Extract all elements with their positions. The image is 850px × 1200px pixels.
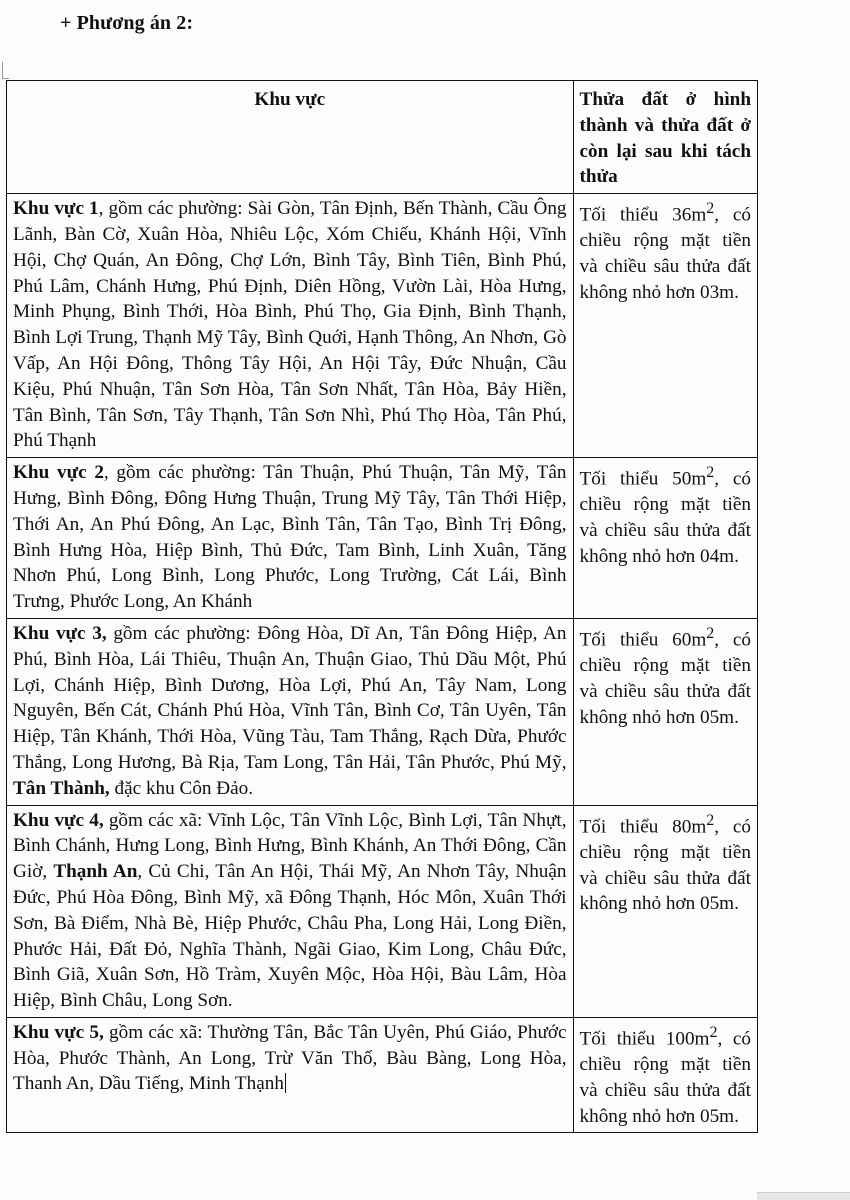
area-label: Khu vực 5, (13, 1021, 104, 1043)
requirement-sup: 2 (706, 464, 715, 482)
requirement-text: , có chiều rộng mặt tiền và chiều sâu thửa đất không nhỏ hơn 03m. (579, 204, 751, 303)
requirement-cell[interactable] (573, 194, 757, 458)
requirement-text: , có chiều rộng mặt tiền và chiều sâu thửa đất không nhỏ hơn 05m. (579, 1028, 751, 1127)
section-heading: + Phương án 2: (60, 12, 194, 34)
requirement-text: , có chiều rộng mặt tiền và chiều sâu thửa đất không nhỏ hơn 05m. (579, 815, 751, 915)
requirement-sup: 2 (706, 200, 715, 218)
requirement-sup: 2 (706, 811, 715, 829)
requirement-min: Tối thiểu 100m (579, 1028, 710, 1050)
requirement-text: , có chiều rộng mặt tiền và chiều sâu thửa đất không nhỏ hơn 05m. (579, 629, 751, 728)
table-row (7, 618, 758, 805)
area-label: Khu vực 4, (13, 809, 104, 831)
area-wards-tail: đặc khu Côn Đảo. (109, 777, 254, 799)
table-header-row (7, 81, 758, 194)
area-wards-bold: Tân Thành, (13, 777, 110, 799)
requirement-min: Tối thiểu 36m (579, 204, 707, 226)
area-label: Khu vực 2 (13, 462, 104, 484)
area-label: Khu vực 3, (13, 622, 107, 644)
area-wards-bold: Thạnh An (53, 861, 138, 883)
area-wards: gồm các xã: Vĩnh Lộc, Tân Vĩnh Lộc, Bình Lợi, Tân Nhựt, Bình Chánh, Hưng Long, Bình Hưng, Bình Khánh, An Thới Đông, Cần Giờ, (13, 809, 567, 883)
area-cell[interactable] (7, 458, 574, 619)
requirement-min: Tối thiểu 50m (579, 468, 707, 490)
requirement-cell[interactable] (573, 805, 757, 1017)
requirement-cell[interactable] (573, 618, 757, 805)
margin-marker (2, 62, 9, 79)
requirement-min: Tối thiểu 80m (579, 815, 707, 837)
header-requirement: Thửa đất ở hình thành và thửa đất ở còn lại sau khi tách thửa (573, 81, 757, 194)
area-wards: gồm các xã: Thường Tân, Bắc Tân Uyên, Phú Giáo, Phước Hòa, Phước Thành, An Long, Trừ Văn Thố, Bàu Bàng, Long Hòa, Thanh An, Dầu Tiếng, Minh Thạnh (13, 1021, 567, 1095)
requirement-cell[interactable] (573, 458, 757, 619)
requirement-sup: 2 (706, 624, 715, 642)
area-cell[interactable] (7, 618, 574, 805)
area-cell[interactable] (7, 805, 574, 1017)
area-cell[interactable] (7, 1017, 574, 1133)
area-wards: , gồm các phường: Sài Gòn, Tân Định, Bến Thành, Cầu Ông Lãnh, Bàn Cờ, Xuân Hòa, Nhiêu Lộc, Xóm Chiếu, Khánh Hội, Vĩnh Hội, Chợ Quán, An Đông, Chợ Lớn, Bình Tây, Bình Tiên, Bình Phú, Phú Lâm, Chánh Hưng, Phú Định, Diên Hồng, Vườn Lài, Hòa Hưng, Minh Phụng, Bình Thới, Hòa Bình, Phú Thọ, Gia Định, Bình Thạnh, Bình Lợi Trung, Thạnh Mỹ Tây, Bình Quới, Hạnh Thông, An Nhơn, Gò Vấp, An Hội Đông, Thông Tây Hội, An Hội Tây, Đức Nhuận, Cầu Kiệu, Phú Nhuận, Tân Sơn Hòa, Tân Sơn Nhất, Tân Hòa, Bảy Hiền, Tân Bình, Tân Sơn, Tây Thạnh, Tân Sơn Nhì, Phú Thọ Hòa, Tân Phú, Phú Thạnh (13, 198, 567, 452)
zoning-table (6, 80, 758, 1133)
text-caret (285, 1073, 287, 1093)
table-row (7, 805, 758, 1017)
table-row (7, 1017, 758, 1133)
area-wards: gồm các phường: Đông Hòa, Dĩ An, Tân Đông Hiệp, An Phú, Bình Hòa, Lái Thiêu, Thuận An, Thuận Giao, Thủ Dầu Một, Phú Lợi, Chánh Hiệp, Bình Dương, Hòa Lợi, Phú An, Tây Nam, Long Nguyên, Bến Cát, Chánh Phú Hòa, Vĩnh Tân, Bình Cơ, Tân Uyên, Tân Hiệp, Tân Khánh, Thới Hòa, Vũng Tàu, Tam Thắng, Rạch Dừa, Phước Thắng, Long Hương, Bà Rịa, Tam Long, Tân Hải, Tân Phước, Phú Mỹ, (13, 622, 567, 773)
area-cell[interactable] (7, 194, 574, 458)
area-wards: , gồm các phường: Tân Thuận, Phú Thuận, Tân Mỹ, Tân Hưng, Bình Đông, Đông Hưng Thuận, Trung Mỹ Tây, Tân Thới Hiệp, Thới An, An Phú Đông, An Lạc, Bình Tân, Tân Tạo, Bình Trị Đông, Bình Hưng Hòa, Hiệp Bình, Thủ Đức, Tam Bình, Linh Xuân, Tăng Nhơn Phú, Long Bình, Long Phước, Long Trường, Cát Lái, Bình Trưng, Phước Long, An Khánh (13, 462, 567, 613)
requirement-sup: 2 (709, 1023, 718, 1041)
area-label: Khu vực 1 (13, 198, 99, 220)
requirement-min: Tối thiểu 60m (579, 629, 707, 651)
table-row (7, 458, 758, 619)
requirement-cell[interactable] (573, 1017, 757, 1133)
area-wards-tail: , Củ Chi, Tân An Hội, Thái Mỹ, An Nhơn Tây, Nhuận Đức, Phú Hòa Đông, Bình Mỹ, xã Đông Thạnh, Hóc Môn, Xuân Thới Sơn, Bà Điểm, Nhà Bè, Hiệp Phước, Châu Pha, Long Hải, Long Điền, Phước Hải, Đất Đỏ, Nghĩa Thành, Ngãi Giao, Kim Long, Châu Đức, Bình Giã, Xuân Sơn, Hồ Tràm, Xuyên Mộc, Hòa Hội, Bàu Lâm, Hòa Hiệp, Bình Châu, Long Sơn. (13, 861, 567, 1012)
table-row (7, 194, 758, 458)
requirement-text: , có chiều rộng mặt tiền và chiều sâu thửa đất không nhỏ hơn 04m. (579, 468, 751, 567)
header-area: Khu vực (7, 81, 574, 194)
